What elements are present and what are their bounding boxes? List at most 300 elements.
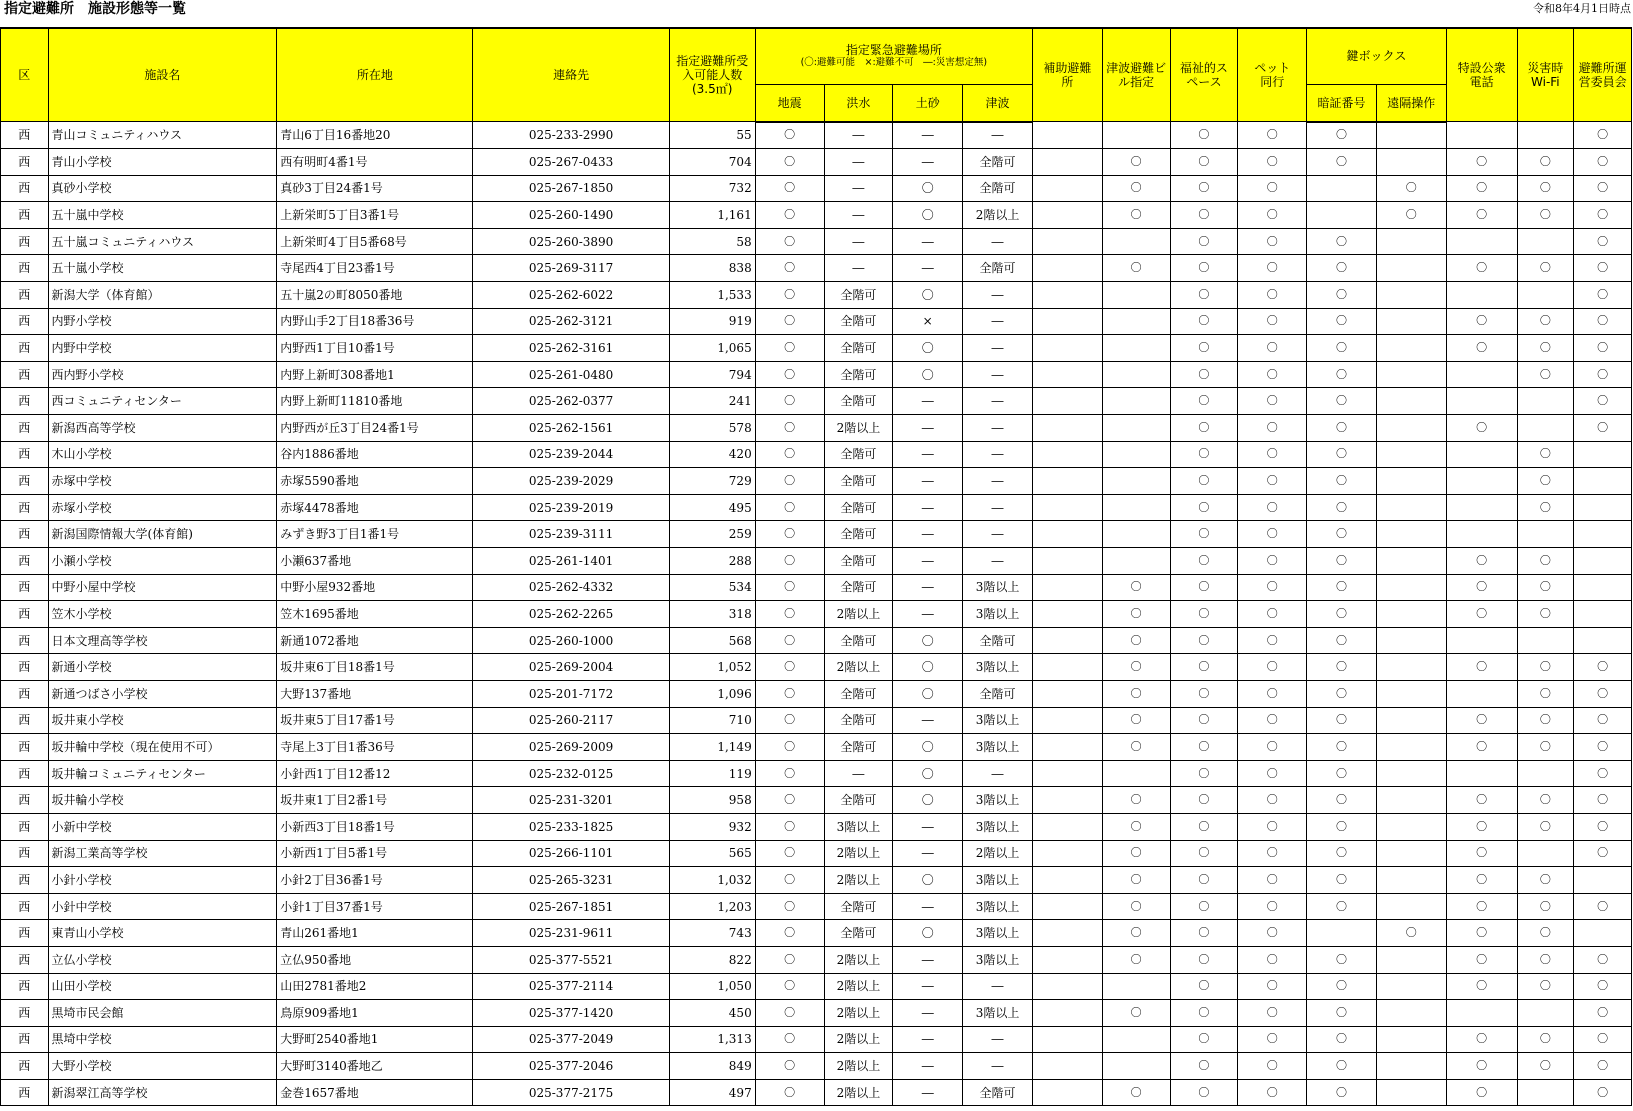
cell-contact: 025-377-1420: [473, 1000, 669, 1027]
cell-tsunami-bldg: 〇: [1102, 627, 1170, 654]
cell-contact: 025-377-5521: [473, 946, 669, 973]
cell-name: 五十嵐コミュニティハウス: [48, 228, 277, 255]
cell-wifi: [1517, 122, 1574, 149]
cell-address: 内野西が丘3丁目24番1号: [277, 415, 473, 442]
cell-tsunami: ―: [963, 282, 1033, 309]
cell-flood: ―: [824, 228, 893, 255]
cell-contact: 025-262-0377: [473, 388, 669, 415]
cell-address: 大野町3140番地乙: [277, 1053, 473, 1080]
cell-capacity: 1,313: [669, 1026, 755, 1053]
cell-quake: 〇: [755, 680, 824, 707]
cell-capacity: 450: [669, 1000, 755, 1027]
cell-committee: 〇: [1574, 707, 1632, 734]
cell-aux: [1032, 494, 1102, 521]
cell-quake: 〇: [755, 1079, 824, 1106]
cell-pet: 〇: [1238, 282, 1307, 309]
cell-committee: [1574, 920, 1632, 947]
cell-pet: 〇: [1238, 255, 1307, 282]
cell-quake: 〇: [755, 920, 824, 947]
cell-aux: [1032, 893, 1102, 920]
cell-contact: 025-377-2046: [473, 1053, 669, 1080]
cell-ward: 西: [1, 494, 49, 521]
cell-welfare: 〇: [1170, 282, 1238, 309]
cell-pet: 〇: [1238, 308, 1307, 335]
cell-quake: 〇: [755, 813, 824, 840]
cell-wifi: 〇: [1517, 946, 1574, 973]
cell-welfare: 〇: [1170, 867, 1238, 894]
cell-landslide: ―: [893, 228, 963, 255]
cell-address: 小針西1丁目12番12: [277, 760, 473, 787]
cell-key-pin: 〇: [1307, 1026, 1377, 1053]
cell-key-pin: 〇: [1307, 228, 1377, 255]
cell-ward: 西: [1, 1000, 49, 1027]
cell-name: 西内野小学校: [48, 361, 277, 388]
cell-welfare: 〇: [1170, 920, 1238, 947]
cell-contact: 025-231-9611: [473, 920, 669, 947]
table-row: [1, 255, 1632, 282]
cell-key-remote: [1376, 627, 1446, 654]
cell-address: 青山261番地1: [277, 920, 473, 947]
cell-name: 大野小学校: [48, 1053, 277, 1080]
cell-landslide: ―: [893, 946, 963, 973]
cell-key-remote: [1376, 361, 1446, 388]
cell-wifi: 〇: [1517, 1053, 1574, 1080]
table-row: [1, 415, 1632, 442]
cell-contact: 025-266-1101: [473, 840, 669, 867]
cell-landslide: ―: [893, 255, 963, 282]
table-row: [1, 867, 1632, 894]
cell-pet: 〇: [1238, 867, 1307, 894]
cell-tsunami-bldg: 〇: [1102, 1000, 1170, 1027]
cell-quake: 〇: [755, 175, 824, 202]
cell-landslide: 〇: [893, 787, 963, 814]
cell-welfare: 〇: [1170, 734, 1238, 761]
cell-tsunami-bldg: 〇: [1102, 893, 1170, 920]
cell-address: 寺尾上3丁目1番36号: [277, 734, 473, 761]
cell-committee: 〇: [1574, 1053, 1632, 1080]
cell-key-pin: 〇: [1307, 601, 1377, 628]
cell-contact: 025-269-3117: [473, 255, 669, 282]
cell-key-pin: 〇: [1307, 122, 1377, 149]
cell-landslide: ―: [893, 601, 963, 628]
cell-committee: 〇: [1574, 335, 1632, 362]
cell-address: 鳥原909番地1: [277, 1000, 473, 1027]
cell-phone: [1446, 228, 1517, 255]
cell-aux: [1032, 654, 1102, 681]
table-row: [1, 787, 1632, 814]
cell-flood: 全階可: [824, 282, 893, 309]
cell-phone: 〇: [1446, 840, 1517, 867]
cell-key-remote: [1376, 840, 1446, 867]
cell-ward: 西: [1, 149, 49, 176]
cell-committee: 〇: [1574, 1079, 1632, 1106]
cell-landslide: ―: [893, 1026, 963, 1053]
cell-tsunami: ―: [963, 388, 1033, 415]
cell-tsunami: ―: [963, 441, 1033, 468]
cell-phone: 〇: [1446, 734, 1517, 761]
cell-ward: 西: [1, 920, 49, 947]
cell-pet: 〇: [1238, 707, 1307, 734]
cell-key-pin: 〇: [1307, 149, 1377, 176]
cell-key-pin: 〇: [1307, 361, 1377, 388]
cell-key-remote: [1376, 308, 1446, 335]
cell-address: 坂井東5丁目17番1号: [277, 707, 473, 734]
cell-wifi: 〇: [1517, 574, 1574, 601]
cell-flood: 2階以上: [824, 1000, 893, 1027]
cell-welfare: 〇: [1170, 601, 1238, 628]
cell-aux: [1032, 122, 1102, 149]
cell-wifi: 〇: [1517, 149, 1574, 176]
cell-contact: 025-267-0433: [473, 149, 669, 176]
cell-name: 坂井東小学校: [48, 707, 277, 734]
cell-tsunami-bldg: 〇: [1102, 175, 1170, 202]
cell-committee: 〇: [1574, 308, 1632, 335]
cell-quake: 〇: [755, 627, 824, 654]
cell-wifi: 〇: [1517, 335, 1574, 362]
table-row: [1, 228, 1632, 255]
cell-contact: 025-262-6022: [473, 282, 669, 309]
cell-capacity: 732: [669, 175, 755, 202]
cell-capacity: 534: [669, 574, 755, 601]
cell-capacity: 1,032: [669, 867, 755, 894]
cell-key-pin: 〇: [1307, 893, 1377, 920]
cell-flood: ―: [824, 122, 893, 149]
cell-welfare: 〇: [1170, 707, 1238, 734]
cell-tsunami-bldg: [1102, 122, 1170, 149]
cell-tsunami-bldg: 〇: [1102, 840, 1170, 867]
cell-ward: 西: [1, 308, 49, 335]
cell-key-pin: 〇: [1307, 760, 1377, 787]
cell-phone: 〇: [1446, 548, 1517, 575]
cell-committee: 〇: [1574, 654, 1632, 681]
cell-contact: 025-262-3121: [473, 308, 669, 335]
cell-phone: 〇: [1446, 415, 1517, 442]
cell-key-pin: 〇: [1307, 548, 1377, 575]
cell-landslide: 〇: [893, 627, 963, 654]
cell-welfare: 〇: [1170, 441, 1238, 468]
cell-name: 内野小学校: [48, 308, 277, 335]
cell-welfare: 〇: [1170, 361, 1238, 388]
cell-phone: 〇: [1446, 813, 1517, 840]
cell-tsunami-bldg: 〇: [1102, 867, 1170, 894]
table-row: [1, 308, 1632, 335]
cell-capacity: 288: [669, 548, 755, 575]
cell-address: 五十嵐2の町8050番地: [277, 282, 473, 309]
cell-capacity: 849: [669, 1053, 755, 1080]
cell-wifi: [1517, 388, 1574, 415]
table-row: [1, 388, 1632, 415]
cell-ward: 西: [1, 441, 49, 468]
cell-name: 木山小学校: [48, 441, 277, 468]
cell-ward: 西: [1, 468, 49, 495]
cell-phone: [1446, 361, 1517, 388]
cell-ward: 西: [1, 787, 49, 814]
cell-pet: 〇: [1238, 1026, 1307, 1053]
cell-aux: [1032, 308, 1102, 335]
cell-pet: 〇: [1238, 415, 1307, 442]
cell-key-remote: [1376, 654, 1446, 681]
cell-contact: 025-262-3161: [473, 335, 669, 362]
cell-landslide: 〇: [893, 734, 963, 761]
cell-phone: 〇: [1446, 1053, 1517, 1080]
cell-wifi: 〇: [1517, 468, 1574, 495]
cell-key-pin: 〇: [1307, 867, 1377, 894]
cell-ward: 西: [1, 521, 49, 548]
cell-capacity: 822: [669, 946, 755, 973]
table-body: [1, 122, 1632, 1106]
cell-quake: 〇: [755, 468, 824, 495]
cell-tsunami: ―: [963, 335, 1033, 362]
table-row: [1, 1026, 1632, 1053]
cell-committee: 〇: [1574, 680, 1632, 707]
cell-name: 真砂小学校: [48, 175, 277, 202]
cell-aux: [1032, 1000, 1102, 1027]
cell-wifi: 〇: [1517, 494, 1574, 521]
cell-tsunami-bldg: 〇: [1102, 255, 1170, 282]
cell-quake: 〇: [755, 707, 824, 734]
cell-name: 坂井輪小学校: [48, 787, 277, 814]
cell-wifi: [1517, 1079, 1574, 1106]
cell-name: 新潟国際情報大学(体育館): [48, 521, 277, 548]
cell-tsunami-bldg: 〇: [1102, 680, 1170, 707]
cell-aux: [1032, 920, 1102, 947]
table-row: [1, 494, 1632, 521]
cell-aux: [1032, 255, 1102, 282]
cell-key-pin: 〇: [1307, 734, 1377, 761]
cell-quake: 〇: [755, 654, 824, 681]
cell-flood: ―: [824, 760, 893, 787]
cell-name: 笠木小学校: [48, 601, 277, 628]
cell-quake: 〇: [755, 494, 824, 521]
cell-address: 上新栄町4丁目5番68号: [277, 228, 473, 255]
cell-ward: 西: [1, 361, 49, 388]
cell-tsunami-bldg: 〇: [1102, 920, 1170, 947]
header-flood: 洪水: [824, 84, 893, 122]
cell-name: 立仏小学校: [48, 946, 277, 973]
cell-committee: 〇: [1574, 893, 1632, 920]
cell-flood: 2階以上: [824, 601, 893, 628]
cell-key-remote: [1376, 494, 1446, 521]
cell-tsunami: ―: [963, 468, 1033, 495]
cell-landslide: ―: [893, 415, 963, 442]
cell-key-remote: [1376, 441, 1446, 468]
cell-aux: [1032, 1079, 1102, 1106]
cell-phone: [1446, 468, 1517, 495]
header-contact: 連絡先: [473, 28, 669, 122]
cell-flood: ―: [824, 175, 893, 202]
cell-welfare: 〇: [1170, 1053, 1238, 1080]
cell-committee: [1574, 867, 1632, 894]
cell-quake: 〇: [755, 415, 824, 442]
cell-wifi: 〇: [1517, 361, 1574, 388]
header-tsunami: 津波: [963, 84, 1033, 122]
cell-key-pin: 〇: [1307, 308, 1377, 335]
cell-pet: 〇: [1238, 202, 1307, 229]
cell-name: 東青山小学校: [48, 920, 277, 947]
cell-pet: 〇: [1238, 787, 1307, 814]
cell-key-pin: 〇: [1307, 335, 1377, 362]
table-row: [1, 920, 1632, 947]
cell-address: 谷内1886番地: [277, 441, 473, 468]
cell-phone: 〇: [1446, 946, 1517, 973]
cell-capacity: 318: [669, 601, 755, 628]
cell-quake: 〇: [755, 787, 824, 814]
cell-landslide: ―: [893, 468, 963, 495]
cell-pet: 〇: [1238, 627, 1307, 654]
cell-key-remote: [1376, 707, 1446, 734]
cell-pet: 〇: [1238, 893, 1307, 920]
cell-ward: 西: [1, 680, 49, 707]
cell-tsunami: 3階以上: [963, 601, 1033, 628]
cell-contact: 025-377-2049: [473, 1026, 669, 1053]
cell-quake: 〇: [755, 361, 824, 388]
cell-key-remote: [1376, 734, 1446, 761]
cell-contact: 025-239-3111: [473, 521, 669, 548]
cell-flood: 全階可: [824, 574, 893, 601]
cell-welfare: 〇: [1170, 787, 1238, 814]
header-committee: 避難所運営委員会: [1574, 28, 1632, 122]
table-row: [1, 973, 1632, 1000]
header-emergency-title: 指定緊急避難場所: [845, 43, 942, 58]
cell-tsunami: ―: [963, 973, 1033, 1000]
cell-key-remote: [1376, 1000, 1446, 1027]
cell-name: 坂井輪中学校（現在使用不可）: [48, 734, 277, 761]
cell-contact: 025-232-0125: [473, 760, 669, 787]
cell-key-remote: [1376, 1026, 1446, 1053]
cell-key-remote: 〇: [1376, 920, 1446, 947]
cell-flood: 全階可: [824, 707, 893, 734]
cell-capacity: 119: [669, 760, 755, 787]
cell-landslide: 〇: [893, 867, 963, 894]
cell-aux: [1032, 1026, 1102, 1053]
cell-aux: [1032, 202, 1102, 229]
cell-name: 西コミュニティセンター: [48, 388, 277, 415]
cell-name: 青山小学校: [48, 149, 277, 176]
table-row: [1, 122, 1632, 149]
cell-flood: 3階以上: [824, 813, 893, 840]
table-row: [1, 946, 1632, 973]
cell-tsunami: 3階以上: [963, 1000, 1033, 1027]
cell-key-remote: [1376, 122, 1446, 149]
cell-address: 中野小屋932番地: [277, 574, 473, 601]
table-row: [1, 1053, 1632, 1080]
header-tsunami-bldg: 津波避難ビル指定: [1102, 28, 1170, 122]
cell-contact: 025-267-1850: [473, 175, 669, 202]
cell-address: 山田2781番地2: [277, 973, 473, 1000]
cell-key-pin: 〇: [1307, 282, 1377, 309]
cell-pet: 〇: [1238, 654, 1307, 681]
cell-landslide: 〇: [893, 654, 963, 681]
cell-tsunami-bldg: [1102, 548, 1170, 575]
cell-ward: 西: [1, 548, 49, 575]
cell-quake: 〇: [755, 335, 824, 362]
cell-aux: [1032, 361, 1102, 388]
cell-contact: 025-239-2019: [473, 494, 669, 521]
cell-flood: ―: [824, 202, 893, 229]
cell-tsunami-bldg: [1102, 468, 1170, 495]
cell-welfare: 〇: [1170, 574, 1238, 601]
cell-address: 大野町2540番地1: [277, 1026, 473, 1053]
cell-aux: [1032, 734, 1102, 761]
cell-ward: 西: [1, 574, 49, 601]
cell-name: 小新中学校: [48, 813, 277, 840]
cell-tsunami-bldg: [1102, 388, 1170, 415]
cell-contact: 025-233-1825: [473, 813, 669, 840]
cell-address: 青山6丁目16番地20: [277, 122, 473, 149]
as-of-date: 令和8年4月1日時点: [1533, 2, 1631, 15]
cell-wifi: [1517, 1000, 1574, 1027]
cell-welfare: 〇: [1170, 175, 1238, 202]
cell-phone: 〇: [1446, 574, 1517, 601]
header-pet: ペット同行: [1238, 28, 1307, 122]
cell-committee: [1574, 441, 1632, 468]
cell-name: 坂井輪コミュニティセンター: [48, 760, 277, 787]
cell-welfare: 〇: [1170, 494, 1238, 521]
cell-key-pin: 〇: [1307, 1079, 1377, 1106]
cell-ward: 西: [1, 760, 49, 787]
cell-pet: 〇: [1238, 1079, 1307, 1106]
cell-flood: 2階以上: [824, 1053, 893, 1080]
cell-ward: 西: [1, 122, 49, 149]
cell-address: 坂井東1丁目2番1号: [277, 787, 473, 814]
cell-contact: 025-262-1561: [473, 415, 669, 442]
cell-tsunami: 全階可: [963, 1079, 1033, 1106]
cell-committee: [1574, 601, 1632, 628]
cell-welfare: 〇: [1170, 627, 1238, 654]
cell-wifi: 〇: [1517, 601, 1574, 628]
cell-ward: 西: [1, 202, 49, 229]
cell-flood: 全階可: [824, 734, 893, 761]
cell-committee: 〇: [1574, 255, 1632, 282]
cell-key-pin: 〇: [1307, 468, 1377, 495]
cell-landslide: ―: [893, 1053, 963, 1080]
cell-tsunami-bldg: [1102, 760, 1170, 787]
cell-contact: 025-231-3201: [473, 787, 669, 814]
table-row: [1, 468, 1632, 495]
cell-wifi: [1517, 228, 1574, 255]
cell-wifi: [1517, 627, 1574, 654]
shelter-table: [0, 27, 1632, 1106]
cell-pet: 〇: [1238, 122, 1307, 149]
cell-welfare: 〇: [1170, 548, 1238, 575]
cell-tsunami: 全階可: [963, 175, 1033, 202]
cell-committee: 〇: [1574, 787, 1632, 814]
cell-phone: [1446, 388, 1517, 415]
cell-committee: 〇: [1574, 228, 1632, 255]
cell-ward: 西: [1, 840, 49, 867]
header-capacity: 指定避難所受入可能人数(3.5㎡): [669, 28, 755, 122]
cell-tsunami-bldg: 〇: [1102, 813, 1170, 840]
cell-contact: 025-267-1851: [473, 893, 669, 920]
cell-address: 赤塚5590番地: [277, 468, 473, 495]
table-row: [1, 521, 1632, 548]
cell-flood: 全階可: [824, 361, 893, 388]
cell-wifi: 〇: [1517, 734, 1574, 761]
cell-name: 新潟大学（体育館）: [48, 282, 277, 309]
cell-tsunami: ―: [963, 361, 1033, 388]
cell-address: 大野137番地: [277, 680, 473, 707]
cell-capacity: 495: [669, 494, 755, 521]
table-row: [1, 760, 1632, 787]
cell-tsunami: ―: [963, 548, 1033, 575]
cell-key-remote: [1376, 946, 1446, 973]
cell-key-remote: [1376, 601, 1446, 628]
table-row: [1, 361, 1632, 388]
cell-ward: 西: [1, 1053, 49, 1080]
cell-key-pin: 〇: [1307, 973, 1377, 1000]
cell-capacity: 1,096: [669, 680, 755, 707]
cell-key-remote: [1376, 813, 1446, 840]
